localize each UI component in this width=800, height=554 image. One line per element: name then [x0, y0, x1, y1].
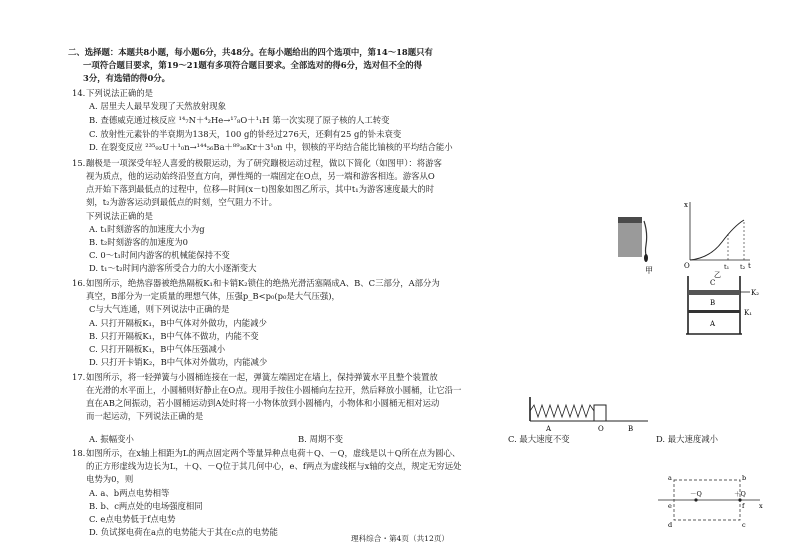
origin-label: O: [684, 262, 690, 270]
q17-option-b: B. 周期不变: [298, 434, 343, 444]
point-f-label: f: [742, 502, 745, 510]
region-a-label: A: [710, 320, 716, 328]
q14-option-b: B. 查德威克通过核反应 ¹⁴₇N＋⁴₂He→¹⁷₈O＋¹₁H 第一次实现了原子核的人工转变: [89, 115, 390, 125]
corner-b-label: b: [742, 474, 747, 482]
corner-a-label: a: [668, 474, 672, 482]
negative-charge-label: －Q: [690, 490, 702, 498]
displacement-curve: [690, 220, 744, 260]
q18-line1: 如图所示，在x轴上相距为L的两点固定两个等量异种点电荷＋Q、－Q，虚线是以＋Q所在点为圆心、: [86, 448, 461, 458]
page-footer: 理科综合・第4页（共12页）: [350, 534, 450, 543]
q16-line2: 真空，B部分为一定质量的理想气体，压强p_B<p₀(p₀是大气压强)，: [86, 291, 340, 301]
q18-option-a: A. a、b两点电势相等: [89, 488, 170, 498]
q14-option-d: D. 在裂变反应 ²³⁵₉₂U＋¹₀n→¹⁴⁴₅₆Ba＋⁸⁹₃₆Kr＋3¹₀n 中，钡核的平均结合能比铀核的平均结合能小: [89, 142, 453, 152]
q16-option-a: A. 只打开隔板K₁，B中气体对外做功，内能减少: [89, 318, 267, 328]
q15-figure-yi: [682, 198, 754, 278]
bucket-shape: [594, 405, 606, 421]
q14-option-a: A. 居里夫人最早发现了天然放射现象: [89, 101, 226, 111]
q17-figure-spring: [524, 393, 654, 433]
q15-option-c: C. 0～t₁时间内游客的机械能保持不变: [89, 250, 230, 260]
q17-line1: 如图所示，将一轻弹簧与小圆桶连接在一起，弹簧左端固定在墙上，保持弹簧水平且整个装置放: [86, 372, 438, 382]
t1-label: t₁: [724, 263, 730, 271]
point-e-label: e: [668, 502, 672, 510]
q15-number: 15.: [72, 158, 86, 168]
q17-line4: 而一起运动，下列说法正确的是: [86, 411, 204, 421]
q16-option-d: D. 只打开卡销K₂，B中气体对外做功，内能减少: [89, 357, 268, 367]
q15-stem: 下列说法正确的是: [86, 211, 153, 221]
corner-c-label: c: [742, 521, 746, 528]
q15-line3: 点开始下落到最低点的过程中，位移—时间(x－t)图象如图乙所示，其中t₁为游客速度最大的时: [86, 184, 434, 194]
axis-t-label: t: [748, 262, 751, 270]
q16-option-b: B. 只打开隔板K₁，B中气体不做功，内能不变: [89, 331, 259, 341]
piston-shape: [688, 290, 740, 295]
point-a-label: A: [546, 425, 552, 433]
section-heading-line2: 一项符合题目要求，第19～21题有多项符合题目要求。全部选对的得6分，选对但不全的得: [83, 60, 423, 70]
region-c-label: C: [710, 279, 716, 287]
q16-number: 16.: [72, 278, 86, 288]
k2-label: K₂: [751, 289, 760, 297]
q15-option-b: B. t₂时刻游客的加速度为0: [89, 237, 188, 247]
region-b-label: B: [710, 299, 716, 307]
q14-option-c: C. 放射性元素钋的半衰期为138天，100 g的钋经过276天，还剩有25 g的钋未衰变: [89, 129, 402, 139]
q15-line4: 刻，t₂为游客运动到最低点的时刻，空气阻力不计。: [86, 197, 277, 207]
section-heading-line1: 二、选择题：本题共8小题，每小题6分，共48分。在每小题给出的四个选项中，第14～18题只有: [68, 47, 433, 57]
q15-option-d: D. t₁～t₂时间内游客所受合力的大小逐渐变大: [89, 263, 257, 273]
q15-line1: 蹦极是一项深受年轻人喜爱的极限运动，为了研究蹦极运动过程，做以下简化（如图甲）：将游客: [86, 158, 442, 168]
corner-d-label: d: [668, 521, 673, 528]
q14-stem: 下列说法正确的是: [86, 88, 153, 98]
q16-figure-container: [680, 268, 762, 344]
q18-line3: 电势为0，则: [86, 474, 134, 484]
q15-line2: 视为质点，他的运动始终沿竖直方向，弹性绳的一端固定在O点，另一端和游客相连。游客从O: [86, 171, 435, 181]
point-b-label: B: [628, 425, 634, 433]
q18-number: 18.: [72, 448, 86, 458]
q16-line3: C与大气连通，则下列说法中正确的是: [89, 304, 230, 314]
q18-option-d: D. 负试探电荷在a点的电势能大于其在c点的电势能: [89, 527, 278, 537]
figure-yi-label: 乙: [714, 271, 721, 278]
section-heading-line3: 3分，有选错的得0分。: [83, 73, 171, 83]
q17-option-a: A. 振幅变小: [89, 434, 134, 444]
q17-line2: 在光滑的水平面上，小圆桶则好静止在O点。现用手按住小圆桶向左拉开，然后释放小圆桶，让它沿一: [86, 385, 462, 395]
negative-charge-dot: [694, 498, 697, 501]
positive-charge-label: ＋Q: [734, 490, 746, 498]
t2-label: t₂: [740, 263, 746, 271]
q17-option-c: C. 最大速度不变: [508, 434, 570, 444]
q17-line3: 直在AB之间振动，若小圆桶运动到A处时将一小物体放到小圆桶内，小物体和小圆桶无相对运动: [86, 398, 440, 408]
q16-line1: 如图所示，绝热容器被绝热隔板K₁和卡销K₂锁住的绝热光滑活塞隔成A、B、C三部分，A部分为: [86, 278, 440, 288]
x-label: x: [759, 502, 763, 510]
q16-option-c: C. 只打开隔板K₁，B中气体压强减小: [89, 344, 226, 354]
figure-jia-label: 甲: [645, 266, 653, 275]
q17-option-d: D. 最大速度减小: [656, 434, 718, 444]
point-o-label: O: [598, 425, 604, 433]
q18-option-c: C. e点电势低于f点电势: [89, 514, 176, 524]
axis-x-label: x: [684, 201, 688, 209]
q18-option-b: B. b、c两点处的电场强度相同: [89, 501, 203, 511]
q17-number: 17.: [72, 372, 86, 382]
bungee-cord: [644, 221, 647, 255]
jumper-figure: [644, 254, 648, 262]
spring-coil: [530, 405, 594, 417]
platform-shape: [618, 217, 642, 223]
q18-line2: 的正方形虚线为边长为L，＋Q、－Q位于其几何中心，e、f两点为虚线框与x轴的交点，规定无穷远处: [86, 461, 462, 471]
q15-option-a: A. t₁时刻游客的加速度大小为g: [89, 224, 205, 234]
k1-label: K₁: [744, 309, 753, 317]
partition-k1: [688, 310, 740, 313]
q14-number: 14.: [72, 88, 86, 98]
q18-figure-charges: [656, 472, 766, 528]
q15-figure-jia: [612, 215, 672, 275]
